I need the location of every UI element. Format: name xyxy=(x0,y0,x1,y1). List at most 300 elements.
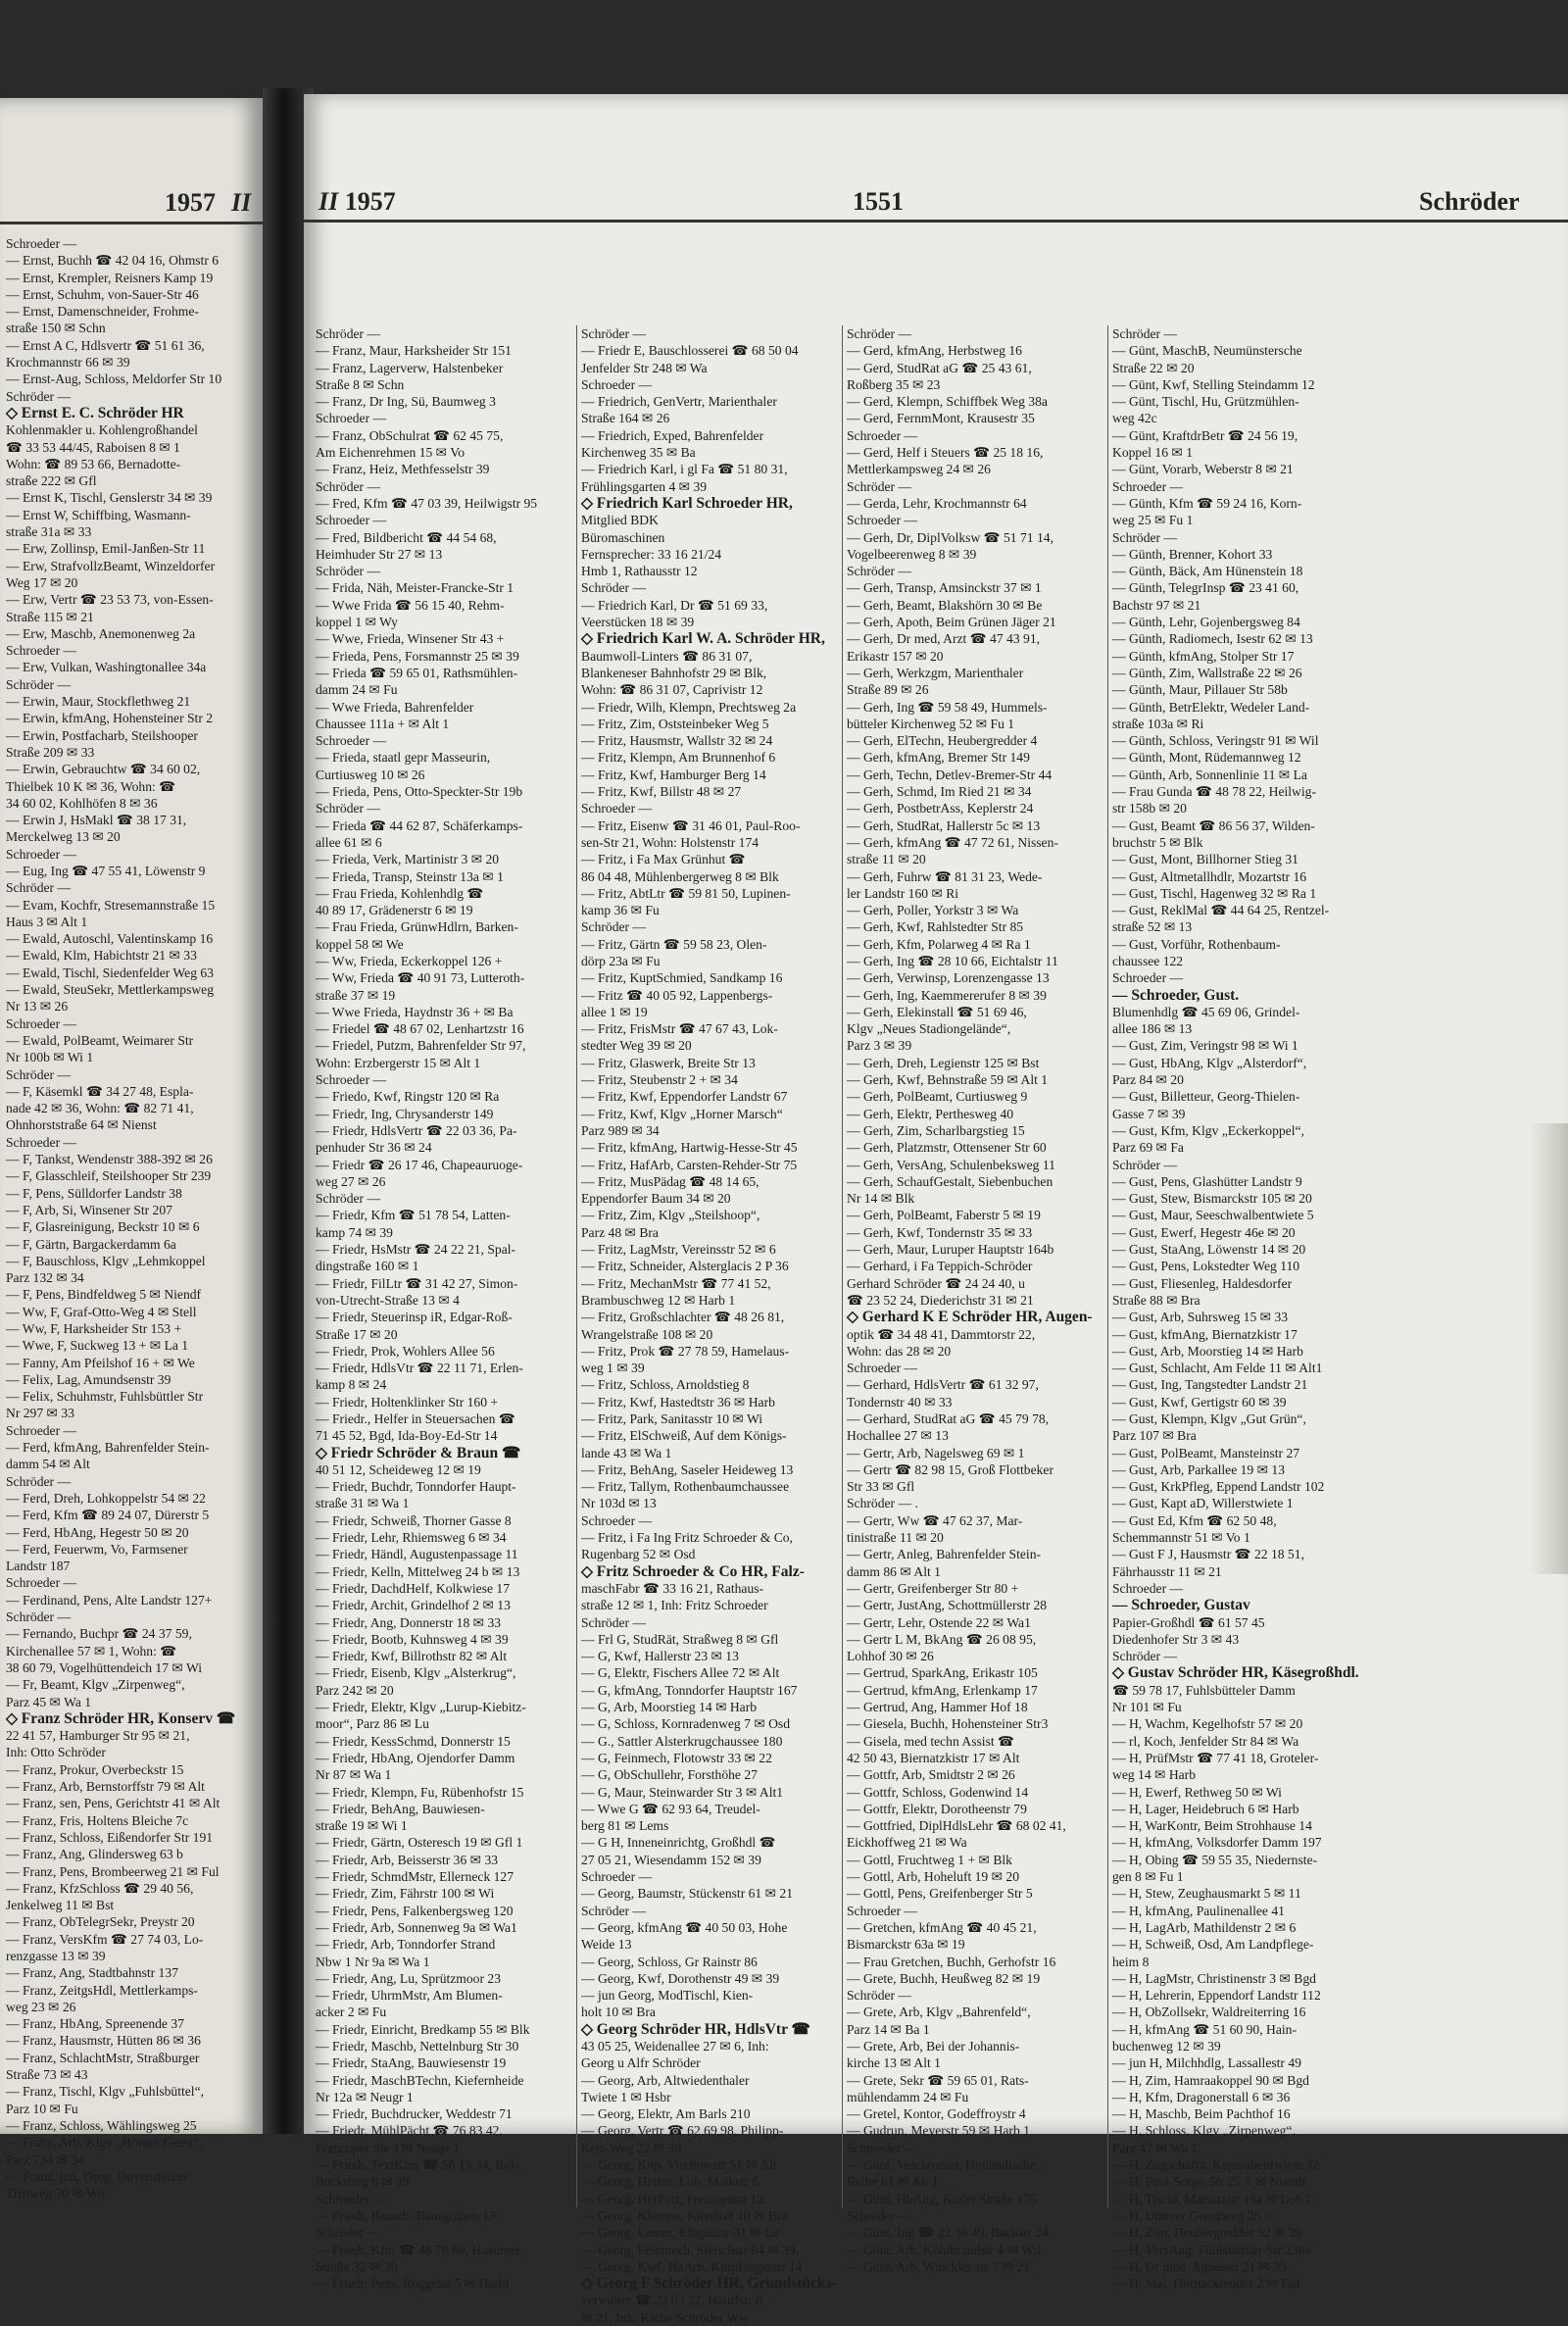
directory-entry: — Felix, Lag, Amundsenstr 39 xyxy=(6,1371,172,1387)
directory-entry: Parz 84 ✉ 20 xyxy=(1112,1072,1184,1088)
directory-entry: Schröder — . xyxy=(847,1496,918,1511)
directory-entry: — Gretchen, kfmAng ☎ 40 45 21, xyxy=(847,1919,1037,1935)
left-page-column xyxy=(6,235,259,2202)
directory-entry: — Gertr, Arb, Nagelsweg 69 ✉ 1 xyxy=(847,1445,1025,1460)
directory-entry: — Friedr, KessSchmd, Donnerstr 15 xyxy=(316,1733,511,1749)
directory-entry: Jenfelder Str 248 ✉ Wa xyxy=(581,360,708,375)
directory-entry: bruchstr 5 ✉ Blk xyxy=(1112,834,1203,850)
directory-entry: Nr 12a ✉ Neugr 1 xyxy=(316,2089,414,2104)
directory-entry: — H, kfmAng, Volksdorfer Damm 197 xyxy=(1112,1835,1322,1851)
directory-entry: — Friedr, Arb, Tonndorfer Strand xyxy=(316,1937,496,1953)
directory-entry: Schröder — xyxy=(6,388,72,404)
directory-entry: — Wwe Frida ☎ 56 15 40, Rehm- xyxy=(316,597,505,613)
directory-entry: Wohn: ☎ 89 53 66, Bernadotte- xyxy=(6,456,181,471)
directory-entry: — Ernst-Aug, Schloss, Meldorfer Str 10 xyxy=(6,371,222,387)
directory-entry: — Erwin, Postfacharb, Steilshooper xyxy=(6,727,198,743)
directory-entry: 43 05 25, Weidenallee 27 ✉ 6, Inh: xyxy=(581,2038,769,2054)
directory-entry: 22 41 57, Hamburger Str 95 ✉ 21, xyxy=(6,1728,190,1744)
roman-numeral: II xyxy=(318,187,339,216)
directory-entry: Reihe 61 ✉ Alt 1 xyxy=(847,2174,939,2190)
directory-entry: — Ernst, Damenschneider, Frohme- xyxy=(6,304,199,320)
directory-entry: — Gust F J, Hausmstr ☎ 22 18 51, xyxy=(1112,1547,1304,1562)
directory-entry: — Friedo, Kwf, Ringstr 120 ✉ Ra xyxy=(316,1089,500,1105)
directory-entry: Schroeder — xyxy=(316,513,387,528)
directory-entry: Parz 989 ✉ 34 xyxy=(581,1122,660,1138)
directory-entry: — Fritz, Kwf, Hamburger Berg 14 xyxy=(581,767,766,782)
directory-entry: — Gust, Arb, Moorstieg 14 ✉ Harb xyxy=(1112,1343,1303,1359)
directory-entry: Koppel 16 ✉ 1 xyxy=(1112,445,1193,461)
directory-entry: — Fritz, MusPädag ☎ 48 14 65, xyxy=(581,1173,760,1189)
directory-entry: straße 222 ✉ Gfl xyxy=(6,473,97,489)
directory-entry: moor“, Parz 86 ✉ Lu xyxy=(316,1716,429,1732)
directory-entry: — Franz, Schloss, Wählingsweg 25 xyxy=(6,2117,197,2133)
directory-entry: — Fritz, ElSchweiß, Auf dem Königs- xyxy=(581,1428,787,1444)
directory-entry: Schroeder — xyxy=(581,1512,653,1528)
directory-entry: — F, Glasreinigung, Beckstr 10 ✉ 6 xyxy=(6,1219,200,1235)
directory-entry: acker 2 ✉ Fu xyxy=(316,2004,387,2020)
directory-entry: — H, Mal, Hornackredder 2 ✉ Eid xyxy=(1112,2276,1300,2292)
directory-entry: Nr 14 ✉ Blk xyxy=(847,1191,915,1207)
page-number: 1551 xyxy=(853,187,904,216)
directory-entry: — Ferd, Dreh, Lohkoppelstr 54 ✉ 22 xyxy=(6,1490,206,1506)
directory-entry: Schröder — xyxy=(581,1614,647,1630)
directory-entry: Frühlingsgarten 4 ✉ 39 xyxy=(581,478,708,494)
directory-entry: — H, Stew, Zeughausmarkt 5 ✉ 11 xyxy=(1112,1886,1301,1902)
directory-entry: ◇ Franz Schröder HR, Konserv ☎ xyxy=(6,1709,236,1727)
directory-entry: — Fritz, Gärtn ☎ 59 58 23, Olen- xyxy=(581,936,767,952)
directory-entry: Fährhausstr 11 ✉ 21 xyxy=(1112,1563,1222,1579)
directory-entry: — Franz, Arb, Bernstorffstr 79 ✉ Alt xyxy=(6,1779,205,1795)
directory-entry: Brambuschweg 12 ✉ Harb 1 xyxy=(581,1292,736,1308)
directory-entry: Schröder — xyxy=(316,478,381,494)
directory-entry: — Gerh, Dreh, Legienstr 125 ✉ Bst xyxy=(847,1055,1040,1070)
directory-entry: — Gertr ☎ 82 98 15, Groß Flottbeker xyxy=(847,1461,1054,1477)
directory-entry: — H, kfmAng, Paulinenallee 41 xyxy=(1112,1903,1285,1918)
directory-entry: — G, Elektr, Fischers Allee 72 ✉ Alt xyxy=(581,1665,780,1681)
directory-entry: — Gust, Altmetallhdlr, Mozartstr 16 xyxy=(1112,868,1307,884)
directory-entry: — Fernando, Buchpr ☎ 24 37 59, xyxy=(6,1626,192,1642)
directory-entry: Erikastr 157 ✉ 20 xyxy=(847,648,944,664)
directory-entry: Krochmannstr 66 ✉ 39 xyxy=(6,355,130,371)
directory-entry: kirche 13 ✉ Alt 1 xyxy=(847,2055,941,2071)
directory-entry: — Gust, Fliesenleg, Haldesdorfer xyxy=(1112,1275,1293,1291)
directory-entry: Curtiusweg 10 ✉ 26 xyxy=(316,767,425,782)
directory-entry: — Günth, kfmAng, Stolper Str 17 xyxy=(1112,648,1295,664)
directory-entry: — Gerh, Zim, Scharlbargstieg 15 xyxy=(847,1122,1025,1138)
directory-entry: — Gust, Zim, Veringstr 98 ✉ Wi 1 xyxy=(1112,1038,1298,1054)
directory-entry: — Günth, BetrElektr, Wedeler Land- xyxy=(1112,699,1310,715)
directory-entry: — Gertr L M, BkAng ☎ 26 08 95, xyxy=(847,1631,1037,1647)
directory-entry: — Wwe Frieda, Bahrenfelder xyxy=(316,699,474,715)
directory-entry: Schroeder — xyxy=(6,643,77,659)
directory-entry: — Friedr, SchmdMstr, Ellerneck 127 xyxy=(316,1869,514,1885)
directory-entry: Straße 8 ✉ Schn xyxy=(316,376,405,392)
directory-entry: — Friedel ☎ 48 67 02, Lenhartzstr 16 xyxy=(316,1021,524,1037)
directory-entry: — H, PrüfMstr ☎ 77 41 18, Groteler- xyxy=(1112,1750,1319,1765)
directory-entry: verwalter ☎ 22 02 22, Hauffstr 8 xyxy=(581,2293,762,2308)
directory-entry: — Gottfr, Elektr, Dorotheenstr 79 xyxy=(847,1801,1027,1816)
directory-entry: Landstr 187 xyxy=(6,1559,71,1574)
directory-entry: Büromaschinen xyxy=(581,529,665,545)
directory-entry: — Eug, Ing ☎ 47 55 41, Löwenstr 9 xyxy=(6,863,206,878)
directory-entry: Straße 22 ✉ 20 xyxy=(1112,360,1195,375)
directory-entry: — H, Wachm, Kegelhofstr 57 ✉ 20 xyxy=(1112,1716,1303,1732)
directory-entry: — Franz, Arb, Klgv „Horner Geest“, xyxy=(6,2135,203,2151)
left-page-roman: II xyxy=(231,188,252,217)
directory-entry: maschFabr ☎ 33 16 21, Rathaus- xyxy=(581,1580,764,1596)
directory-entry: Straße 32 ✉ 20 xyxy=(316,2258,398,2274)
directory-entry: Kirchenallee 57 ✉ 1, Wohn: ☎ xyxy=(6,1643,177,1658)
directory-entry: — Gretel, Kontor, Godeffroystr 4 xyxy=(847,2106,1026,2122)
directory-entry: Schröder — xyxy=(6,880,72,896)
directory-entry: — Friedr, Eisenb, Klgv „Alsterkrug“, xyxy=(316,1665,516,1681)
directory-entry: damm 54 ✉ Alt xyxy=(6,1457,90,1472)
directory-entry: — H, LagArb, Mathildenstr 2 ✉ 6 xyxy=(1112,1919,1297,1935)
directory-entry: — Fritz, Kwf, Eppendorfer Landstr 67 xyxy=(581,1089,788,1105)
directory-entry: Schröder — xyxy=(847,478,912,494)
directory-entry: — Günt, Arb, Winckler str 7 ✉ 21 xyxy=(847,2258,1030,2274)
directory-entry: — Gust, Ewerf, Hegestr 46e ✉ 20 xyxy=(1112,1224,1296,1240)
directory-entry: — Gerd, StudRat aG ☎ 25 43 61, xyxy=(847,360,1032,375)
directory-entry: — Giesela, Buchh, Hohensteiner Str3 xyxy=(847,1716,1049,1732)
directory-entry: Straße 89 ✉ 26 xyxy=(847,682,929,698)
directory-entry: — Gerh, Ing ☎ 28 10 66, Eichtalstr 11 xyxy=(847,953,1058,968)
directory-entry: Schroeder — xyxy=(316,733,387,749)
directory-entry: — Ferdinand, Pens, Alte Landstr 127+ xyxy=(6,1592,213,1608)
directory-entry: — Georg, Heizer, Loh, Maikstr 6 xyxy=(581,2174,760,2190)
directory-entry: — Friedr, Kwf, Billrothstr 82 ✉ Alt xyxy=(316,1649,508,1664)
directory-entry: — Gerhard, i Fa Teppich-Schröder xyxy=(847,1259,1033,1274)
directory-entry: Straße 73 ✉ 43 xyxy=(6,2067,88,2083)
directory-entry: koppel 1 ✉ Wy xyxy=(316,615,398,630)
directory-entry: — Franz, Ang, Stadtbahnstr 137 xyxy=(6,1965,178,1981)
directory-entry: — Ewald, Klm, Habichtstr 21 ✉ 33 xyxy=(6,948,197,964)
directory-entry: — Felix, Schuhmstr, Fuhlsbüttler Str xyxy=(6,1389,204,1405)
directory-entry: — G, Arb, Moorstieg 14 ✉ Harb xyxy=(581,1700,758,1715)
directory-entry: — Gust, Kfm, Klgv „Eckerkoppel“, xyxy=(1112,1122,1304,1138)
directory-entry: — Gust, Tischl, Hagenweg 32 ✉ Ra 1 xyxy=(1112,885,1317,901)
directory-entry: — Fritz, FrisMstr ☎ 47 67 43, Lok- xyxy=(581,1021,778,1037)
directory-entry: ◇ Gustav Schröder HR, Käsegroßhdl. xyxy=(1112,1664,1359,1682)
directory-entry: — G, ObSchullehr, Forsthöhe 27 xyxy=(581,1767,758,1783)
directory-entry: — Friedr, UhrmMstr, Am Blumen- xyxy=(316,1988,503,2004)
directory-entry: — Franz, Ang, Glindersweg 63 b xyxy=(6,1847,183,1862)
directory-entry: ◇ Friedrich Karl W. A. Schröder HR, xyxy=(581,630,825,648)
directory-entry: — Gerh, VersAng, Schulenbeksweg 11 xyxy=(847,1157,1055,1172)
directory-entry: ◇ Friedr Schröder & Braun ☎ xyxy=(316,1444,521,1461)
directory-entry: — Gudrun, Meyerstr 59 ✉ Harb 1 xyxy=(847,2123,1030,2139)
directory-entry: — Fritz, Großschlachter ☎ 48 26 81, xyxy=(581,1310,785,1325)
directory-entry: — Franz, Tischl, Klgv „Fuhlsbüttel“, xyxy=(6,2084,205,2100)
directory-entry: allee 61 ✉ 6 xyxy=(316,834,382,850)
directory-entry: — Fritz, Steubenstr 2 + ✉ 34 xyxy=(581,1072,738,1088)
directory-entry: — Georg, Klempn, Kienholt 10 ✉ Bra xyxy=(581,2207,788,2223)
directory-entry: Schemmannstr 51 ✉ Vo 1 xyxy=(1112,1530,1250,1546)
directory-entry: ler Landstr 160 ✉ Ri xyxy=(847,885,959,901)
directory-entry: weg 25 ✉ Fu 1 xyxy=(1112,513,1194,528)
directory-entry: Schroeder — xyxy=(847,427,918,443)
directory-entry: — Ferd, Kfm ☎ 89 24 07, Dürerstr 5 xyxy=(6,1508,210,1523)
directory-entry: Parz 107 ✉ Bra xyxy=(1112,1428,1197,1444)
directory-entry: — H, kfmAng ☎ 51 60 90, Hain- xyxy=(1112,2021,1297,2037)
directory-entry: — Fanny, Am Pfeilshof 16 + ✉ We xyxy=(6,1355,195,1370)
directory-entry: — Friedr, Schweiß, Thorner Gasse 8 xyxy=(316,1512,512,1528)
directory-entry: — Ferd, Feuerwm, Vo, Farmsener xyxy=(6,1541,188,1557)
directory-entry: — G, kfmAng, Tonndorfer Hauptstr 167 xyxy=(581,1682,798,1698)
directory-entry: Nr 297 ✉ 33 xyxy=(6,1406,74,1421)
directory-entry: sen-Str 21, Wohn: Holstenstr 174 xyxy=(581,834,760,850)
directory-entry: Eickhoffweg 21 ✉ Wa xyxy=(847,1835,967,1851)
directory-entry: Parz 132 ✉ 34 xyxy=(6,1270,84,1286)
directory-entry: — Gust Ed, Kfm ☎ 62 50 48, xyxy=(1112,1512,1277,1528)
directory-entry: — Günth, Bäck, Am Hünenstein 18 xyxy=(1112,564,1303,579)
directory-entry: straße 103a ✉ Ri xyxy=(1112,716,1204,731)
directory-entry: Bismarckstr 63a ✉ 19 xyxy=(847,1937,965,1953)
directory-entry: straße 52 ✉ 13 xyxy=(1112,919,1193,935)
directory-entry: Schröder — xyxy=(1112,1649,1178,1664)
directory-entry: — Georg, Schloss, Gr Rainstr 86 xyxy=(581,1954,758,1969)
directory-entry: — Fritz, KuptSchmied, Sandkamp 16 xyxy=(581,970,783,986)
directory-entry: — Fritz, Glaswerk, Breite Str 13 xyxy=(581,1055,756,1070)
directory-entry: — Ernst, Buchh ☎ 42 04 16, Ohmstr 6 xyxy=(6,253,220,269)
directory-entry: ◇ Ernst E. C. Schröder HR xyxy=(6,404,184,421)
directory-entry: str 158b ✉ 20 xyxy=(1112,801,1187,817)
directory-entry: heim 8 xyxy=(1112,1954,1150,1969)
directory-entry: — Fritz, Kwf, Klgv „Horner Marsch“ xyxy=(581,1106,783,1121)
page-roman xyxy=(318,187,396,217)
directory-entry: — Gust, StaAng, Löwenstr 14 ✉ 20 xyxy=(1112,1242,1306,1258)
directory-entry: — Friedr, Ing, Chrysanderstr 149 xyxy=(316,1106,494,1121)
directory-entry: — Friedr, Kelln, Mittelweg 24 b ✉ 13 xyxy=(316,1563,520,1579)
directory-entry: weg 1 ✉ 39 xyxy=(581,1361,645,1376)
directory-entry: — H, Lehrerin, Eppendorf Landstr 112 xyxy=(1112,1988,1321,2004)
directory-entry: — Franz, sen, Pens, Gerichtstr 41 ✉ Alt xyxy=(6,1796,220,1811)
directory-entry: — Franz, SchlachtMstr, Straßburger xyxy=(6,2050,200,2065)
directory-entry: — Günt, Tischl, Hu, Grützmühlen- xyxy=(1112,394,1299,410)
directory-entry: — Schroeder, Gustav xyxy=(1112,1597,1250,1614)
directory-entry: 38 60 79, Vogelhüttendeich 17 ✉ Wi xyxy=(6,1659,203,1675)
directory-entry: Schroeder — xyxy=(6,236,77,251)
directory-entry: lande 43 ✉ Wa 1 xyxy=(581,1445,672,1460)
directory-entry: Twiete 1 ✉ Hsbr xyxy=(581,2089,671,2104)
directory-entry: — F, Pens, Bindfeldweg 5 ✉ Niendf xyxy=(6,1287,202,1303)
directory-entry: — Wwe, Frieda, Winsener Str 43 + xyxy=(316,631,505,647)
directory-entry: — Gust, Pens, Lokstedter Weg 110 xyxy=(1112,1259,1300,1274)
column-divider xyxy=(1107,325,1108,2207)
directory-entry: Wohn: ☎ 86 31 07, Caprivistr 12 xyxy=(581,682,763,698)
directory-entry: buchenweg 12 ✉ 39 xyxy=(1112,2038,1221,2054)
directory-entry: ◇ Fritz Schroeder & Co HR, Falz- xyxy=(581,1562,805,1580)
directory-entry: ☎ 23 52 24, Diederichstr 31 ✉ 21 xyxy=(847,1292,1034,1308)
directory-entry: — Ww, F, Harksheider Str 153 + xyxy=(6,1321,182,1336)
directory-entry: — Fritz, Hausmstr, Wallstr 32 ✉ 24 xyxy=(581,733,773,749)
directory-entry: — H, Schloss, Klgv „Zirpenweg“, xyxy=(1112,2123,1296,2139)
directory-entry: dingstraße 160 ✉ 1 xyxy=(316,1259,419,1274)
directory-entry: Straße 209 ✉ 33 xyxy=(6,744,95,760)
directory-entry: ◇ Georg F Schröder HR, Grundstücks- xyxy=(581,2275,837,2293)
directory-entry: ☎ 59 78 17, Fuhlsbütteler Damm xyxy=(1112,1682,1296,1698)
directory-entry: — Gerh, Elektr, Perthesweg 40 xyxy=(847,1106,1014,1121)
column-3 xyxy=(847,325,1103,2274)
directory-entry: — Erw, StrafvollzBeamt, Winzeldorfer xyxy=(6,558,216,573)
directory-entry: — H, Ewerf, Rethweg 50 ✉ Wi xyxy=(1112,1784,1282,1800)
directory-entry: — Friedr, Ang, Donnerstr 18 ✉ 33 xyxy=(316,1614,502,1630)
directory-entry: — Fritz, Prok ☎ 27 78 59, Hamelaus- xyxy=(581,1343,790,1359)
directory-entry: Gerhard Schröder ☎ 24 24 40, u xyxy=(847,1275,1025,1291)
directory-entry: Merckelweg 13 ✉ 20 xyxy=(6,829,121,845)
directory-entry: Nr 13 ✉ 26 xyxy=(6,999,69,1015)
directory-entry: — Georg, Lamm, Elbgaustr 31 ✉ Lu xyxy=(581,2225,780,2241)
directory-entry: — H, Paul-Sorge-Str 25 + ✉ Niendf xyxy=(1112,2174,1307,2190)
directory-entry: Schröder — xyxy=(316,564,381,579)
directory-entry: Parz 14 ✉ Ba 1 xyxy=(847,2021,930,2037)
directory-entry: — Fritz, Schloss, Arnoldstieg 8 xyxy=(581,1377,750,1393)
directory-entry: — Gottl, Fruchtweg 1 + ✉ Blk xyxy=(847,1852,1012,1867)
running-head: Schröder xyxy=(1419,187,1520,216)
directory-entry: — Gottl, Arb, Hoheluft 19 ✉ 20 xyxy=(847,1869,1020,1885)
directory-entry: straße 31 ✉ Wa 1 xyxy=(316,1496,410,1511)
left-page xyxy=(0,98,263,2202)
directory-entry: — Gerh, Kwf, Behnstraße 59 ✉ Alt 1 xyxy=(847,1072,1049,1088)
directory-entry: — Georg, Baumstr, Stückenstr 61 ✉ 21 xyxy=(581,1886,793,1902)
directory-entry: — Ernst, Krempler, Reisners Kamp 19 xyxy=(6,270,214,285)
directory-entry: — Friedr, Kfm ☎ 48 78 60, Husumer xyxy=(316,2242,521,2257)
directory-entry: — Fr, Beamt, Klgv „Zirpenweg“, xyxy=(6,1677,185,1693)
directory-entry: — Frau Gunda ☎ 48 78 22, Heilwig- xyxy=(1112,784,1316,800)
directory-entry: Mitglied BDK xyxy=(581,513,659,528)
directory-entry: 71 45 52, Bgd, Ida-Boy-Ed-Str 14 xyxy=(316,1428,498,1444)
directory-entry: — Gerd, Klempn, Schiffbek Weg 38a xyxy=(847,394,1048,410)
directory-entry: — jun Georg, ModTischl, Kien- xyxy=(581,1988,754,2004)
directory-entry: Parz 47 ✉ Wa 1 xyxy=(1112,2140,1199,2155)
directory-entry: — Friedrich Karl, Dr ☎ 51 69 33, xyxy=(581,597,768,613)
directory-entry: — Friedr, Prok, Wohlers Allee 56 xyxy=(316,1343,495,1359)
directory-entry: Diedenhofer Str 3 ✉ 43 xyxy=(1112,1631,1240,1647)
directory-entry: — Wwe Frieda, Haydnstr 36 + ✉ Ba xyxy=(316,1004,514,1019)
directory-entry: — Fritz, AbtLtr ☎ 59 81 50, Lupinen- xyxy=(581,885,791,901)
directory-entry: — Franz, Lagerverw, Halstenbeker xyxy=(316,360,504,375)
directory-entry: — Grete, Sekr ☎ 59 65 01, Rats- xyxy=(847,2072,1029,2088)
directory-entry: — Ww, F, Graf-Otto-Weg 4 ✉ Stell xyxy=(6,1304,197,1319)
directory-entry: — Friedr E, Bauschlosserei ☎ 68 50 04 xyxy=(581,343,799,359)
directory-entry: — Gerh, ElTechn, Heubergredder 4 xyxy=(847,733,1038,749)
directory-entry: — Gerh, Dr med, Arzt ☎ 47 43 91, xyxy=(847,631,1041,647)
directory-entry: Jenkelweg 11 ✉ Bst xyxy=(6,1898,115,1913)
directory-entry: — Günt, Ing ☎ 22 36 49, Bachstr 24 xyxy=(847,2225,1049,2241)
directory-entry: — Grete, Buchh, Heußweg 82 ✉ 19 xyxy=(847,1970,1041,1986)
directory-entry: Schroeder — xyxy=(847,1903,918,1918)
directory-entry: — Gisela, med techn Assist ☎ xyxy=(847,1733,1014,1749)
directory-entry: — Friedr, Buchdrucker, Weddestr 71 xyxy=(316,2106,513,2122)
directory-entry: — Gerh, PolBeamt, Curtiusweg 9 xyxy=(847,1089,1028,1105)
directory-entry: Schroeder — xyxy=(6,846,77,862)
header-rule xyxy=(304,220,1568,223)
directory-entry: Schröder — xyxy=(581,326,647,341)
directory-entry: — Gottfr, Schloss, Godenwind 14 xyxy=(847,1784,1029,1800)
directory-entry: — Friedr, Bootb, Kuhnsweg 4 ✉ 39 xyxy=(316,1631,509,1647)
directory-entry: — Gertrud, Ang, Hammer Hof 18 xyxy=(847,1700,1028,1715)
directory-entry: kamp 74 ✉ 39 xyxy=(316,1224,393,1240)
directory-entry: Schröder — xyxy=(581,580,647,596)
directory-entry: — Friedr, Wilh, Klempn, Prechtsweg 2a xyxy=(581,699,797,715)
directory-entry: Parz 45 ✉ Wa 1 xyxy=(6,1694,92,1709)
directory-entry: — Friedr, Arb, Sonnenweg 9a ✉ Wa1 xyxy=(316,1919,517,1935)
directory-entry: — Gertr, Lehr, Ostende 22 ✉ Wa1 xyxy=(847,1614,1031,1630)
directory-entry: ◇ Gerhard K E Schröder HR, Augen- xyxy=(847,1309,1093,1326)
directory-entry: Nr 87 ✉ Wa 1 xyxy=(316,1767,392,1783)
directory-entry: Roßberg 35 ✉ 23 xyxy=(847,376,941,392)
directory-entry: Schröder — xyxy=(6,1066,72,1082)
directory-entry: — Günth, Lehr, Gojenbergsweg 84 xyxy=(1112,615,1300,630)
directory-entry: Schroeder — xyxy=(847,1361,918,1376)
directory-entry: — Günt, Vorarb, Weberstr 8 ✉ 21 xyxy=(1112,462,1294,477)
directory-entry: — Ewald, Autoschl, Valentinskamp 16 xyxy=(6,931,214,947)
directory-entry: — Fritz, Tallym, Rothenbaumchaussee xyxy=(581,1479,790,1495)
directory-entry: — Friedr, BehAng, Bauwiesen- xyxy=(316,1801,485,1816)
directory-entry: — Gerh, SchaufGestalt, Siebenbuchen xyxy=(847,1173,1054,1189)
directory-entry: — Erw, Vulkan, Washingtonallee 34a xyxy=(6,660,207,675)
directory-entry: — Fritz ☎ 40 05 92, Lappenbergs- xyxy=(581,987,773,1003)
directory-entry: — G, Maur, Steinwarder Str 3 ✉ Alt1 xyxy=(581,1784,784,1800)
directory-entry: Schröder — xyxy=(6,1473,72,1489)
directory-entry: — Georg, Vertr ☎ 62 69 98, Philipp- xyxy=(581,2123,784,2139)
directory-entry: — Günth, Radiomech, Isestr 62 ✉ 13 xyxy=(1112,631,1313,647)
directory-entry: holt 10 ✉ Bra xyxy=(581,2004,656,2020)
directory-entry: — Friedr, Ang, Lu, Sprützmoor 23 xyxy=(316,1970,501,1986)
directory-entry: — Friedr, FilLtr ☎ 31 42 27, Simon- xyxy=(316,1275,518,1291)
directory-entry: — Gottl, Pens, Greifenberger Str 5 xyxy=(847,1886,1033,1902)
directory-entry: Schroeder — xyxy=(6,1015,77,1031)
directory-entry: — Gust, ReklMal ☎ 44 64 25, Rentzel- xyxy=(1112,903,1330,918)
directory-entry: — Gertrud, SparkAng, Erikastr 105 xyxy=(847,1665,1038,1681)
directory-entry: Kirchenweg 35 ✉ Ba xyxy=(581,445,696,461)
directory-entry: Wohn: Erzbergerstr 15 ✉ Alt 1 xyxy=(316,1055,481,1070)
directory-entry: — Friedr, Elektr, Klgv „Lurup-Kiebitz- xyxy=(316,1700,526,1715)
directory-entry: Chaussee 111a + ✉ Alt 1 xyxy=(316,716,450,731)
directory-entry: Schröder — xyxy=(316,1191,381,1207)
directory-entry: — Frieda, staatl gepr Masseurin, xyxy=(316,750,491,766)
directory-entry: — Franz, Schloss, Eißendorfer Str 191 xyxy=(6,1829,214,1845)
directory-entry: — Erw, Maschb, Anemonenweg 2a xyxy=(6,625,196,641)
directory-entry: — Friedel, Putzm, Bahrenfelder Str 97, xyxy=(316,1038,526,1054)
directory-entry: Schröder — xyxy=(847,2207,912,2223)
directory-entry: — Friedr, Buchdr, Tonndorfer Haupt- xyxy=(316,1479,516,1495)
directory-entry: weg 27 ✉ 26 xyxy=(316,1173,386,1189)
directory-entry: — Ferd, HbAng, Hegestr 50 ✉ 20 xyxy=(6,1524,189,1540)
directory-entry: — Friedr, Einricht, Bredkamp 55 ✉ Blk xyxy=(316,2021,530,2037)
directory-entry: — Friedr, Arb, Beisserstr 36 ✉ 33 xyxy=(316,1852,499,1867)
directory-entry: — Gust, Pens, Glashütter Landstr 9 xyxy=(1112,1173,1302,1189)
directory-entry: — Georg, Feinmech, Sierichstr 64 ✉ 39 xyxy=(581,2242,796,2257)
directory-entry: — Günth, Schloss, Veringstr 91 ✉ Wil xyxy=(1112,733,1319,749)
directory-entry: — Erwin, Maur, Stockflethweg 21 xyxy=(6,694,191,710)
column-4 xyxy=(1112,325,1369,2292)
directory-entry: — Gerh, StudRat, Hallerstr 5c ✉ 13 xyxy=(847,817,1041,833)
directory-entry: — Erw, Vertr ☎ 23 53 73, von-Essen- xyxy=(6,592,214,608)
directory-entry: Klgv „Neues Stadiongelände“, xyxy=(847,1021,1011,1037)
directory-entry: Inh: Otto Schröder xyxy=(6,1745,106,1760)
directory-entry: 34 60 02, Kohlhöfen 8 ✉ 36 xyxy=(6,795,158,811)
directory-entry: — Gerh, Werkzgm, Marienthaler xyxy=(847,665,1024,680)
directory-entry: — Friedr, Maschb, Nettelnburg Str 30 xyxy=(316,2038,519,2054)
directory-entry: — Gertr, JustAng, Schottmüllerstr 28 xyxy=(847,1598,1048,1613)
directory-entry: Thielbek 10 K ✉ 36, Wohn: ☎ xyxy=(6,778,176,794)
directory-entry: Nr 101 ✉ Fu xyxy=(1112,1700,1182,1715)
directory-entry: — Franz, ObSchulrat ☎ 62 45 75, xyxy=(316,427,504,443)
directory-entry: Nbw 1 Nr 9a ✉ Wa 1 xyxy=(316,1954,430,1969)
directory-entry: — Günth, Brenner, Kohort 33 xyxy=(1112,546,1273,562)
directory-entry: Heimhuder Str 27 ✉ 13 xyxy=(316,546,443,562)
